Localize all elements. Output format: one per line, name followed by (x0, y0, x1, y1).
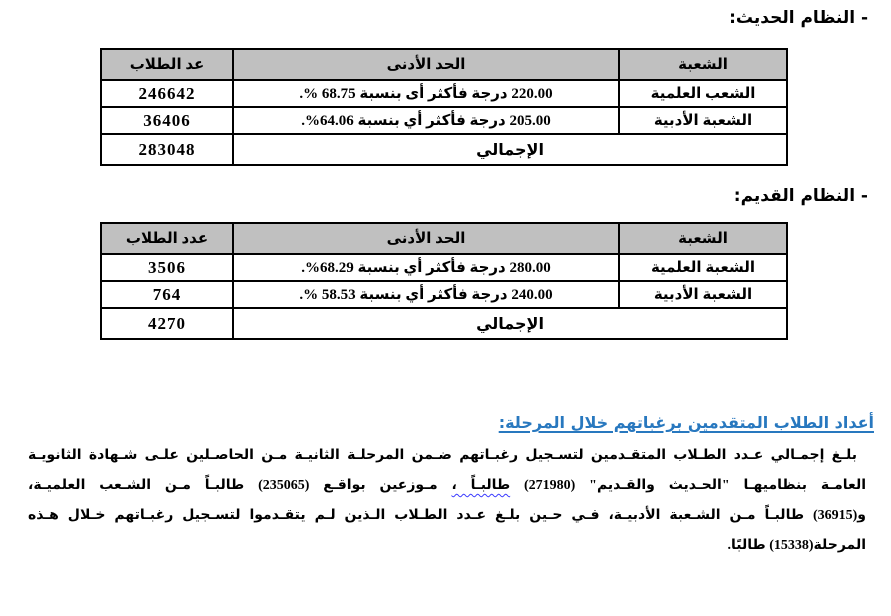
header-minimum: الحد الأدنى (233, 223, 619, 254)
header-division: الشعبة (619, 223, 787, 254)
table-header-row (101, 49, 787, 80)
students-cell: 764 (101, 281, 233, 308)
paragraph-line-3: و(36915) طالبـاً مـن الشـعبة الأدبيـة، فـي حـين بلـغ عـدد الطـلاب الـذين لـم يتقـدموا لتسـجيل رغبـاتهم خـلال هـذه (28, 508, 866, 523)
table-row (101, 254, 787, 281)
total-label: الإجمالي (233, 134, 787, 165)
applicants-section-heading: أعداد الطلاب المتقدمين برغباتهم خلال المرحلة: (498, 413, 874, 432)
header-students: عد الطلاب (101, 49, 233, 80)
header-minimum: الحد الأدنى (233, 49, 619, 80)
total-value: 4270 (101, 308, 233, 339)
total-row (101, 134, 787, 165)
students-cell: 36406 (101, 107, 233, 134)
total-value: 283048 (101, 134, 233, 165)
spellcheck-wavy-text: طالبـاً ، (451, 478, 511, 493)
old-system-table (100, 222, 788, 340)
table-row (101, 80, 787, 107)
students-cell: 3506 (101, 254, 233, 281)
header-division: الشعبة (619, 49, 787, 80)
table-row (101, 107, 787, 134)
division-cell: الشعبة الأدبية (619, 281, 787, 308)
paragraph-line-1: بلـغ إجمـالي عـدد الطـلاب المتقـدمين لتسـجيل رغبـاتهم ضـمن المرحلـة الثانيـة مـن الحاصـلين علـى شـهادة الثانويـة (28, 448, 857, 463)
minimum-cell: 240.00 درجة فأكثر أي بنسبة 58.53 %. (233, 281, 619, 308)
new-system-heading: - النظام الحديث: (729, 8, 868, 28)
students-cell: 246642 (101, 80, 233, 107)
minimum-cell: 280.00 درجة فأكثر أي بنسبة 68.29%. (233, 254, 619, 281)
applicants-paragraph (28, 441, 866, 561)
new-system-table (100, 48, 788, 166)
division-cell: الشعب العلمية (619, 80, 787, 107)
division-cell: الشعبة الأدبية (619, 107, 787, 134)
total-row (101, 308, 787, 339)
minimum-cell: 220.00 درجة فأكثر أى بنسبة 68.75 %. (233, 80, 619, 107)
paragraph-line-4: المرحلة(15338) طالبًا. (727, 538, 866, 553)
division-cell: الشعبة العلمية (619, 254, 787, 281)
old-system-heading: - النظام القديم: (733, 186, 868, 206)
paragraph-line-2-post: مـوزعين بواقـع (235065) طالبـاً مـن الشـعب العلميـة، (28, 478, 452, 493)
header-students: عدد الطلاب (101, 223, 233, 254)
table-row (101, 281, 787, 308)
minimum-cell: 205.00 درجة فأكثر أي بنسبة 64.06%. (233, 107, 619, 134)
table-header-row (101, 223, 787, 254)
paragraph-line-2 (28, 471, 866, 501)
paragraph-line-2-pre: العامـة بنظاميهـا "الحـديث والقـديم" (271980) (510, 478, 866, 493)
total-label: الإجمالي (233, 308, 787, 339)
